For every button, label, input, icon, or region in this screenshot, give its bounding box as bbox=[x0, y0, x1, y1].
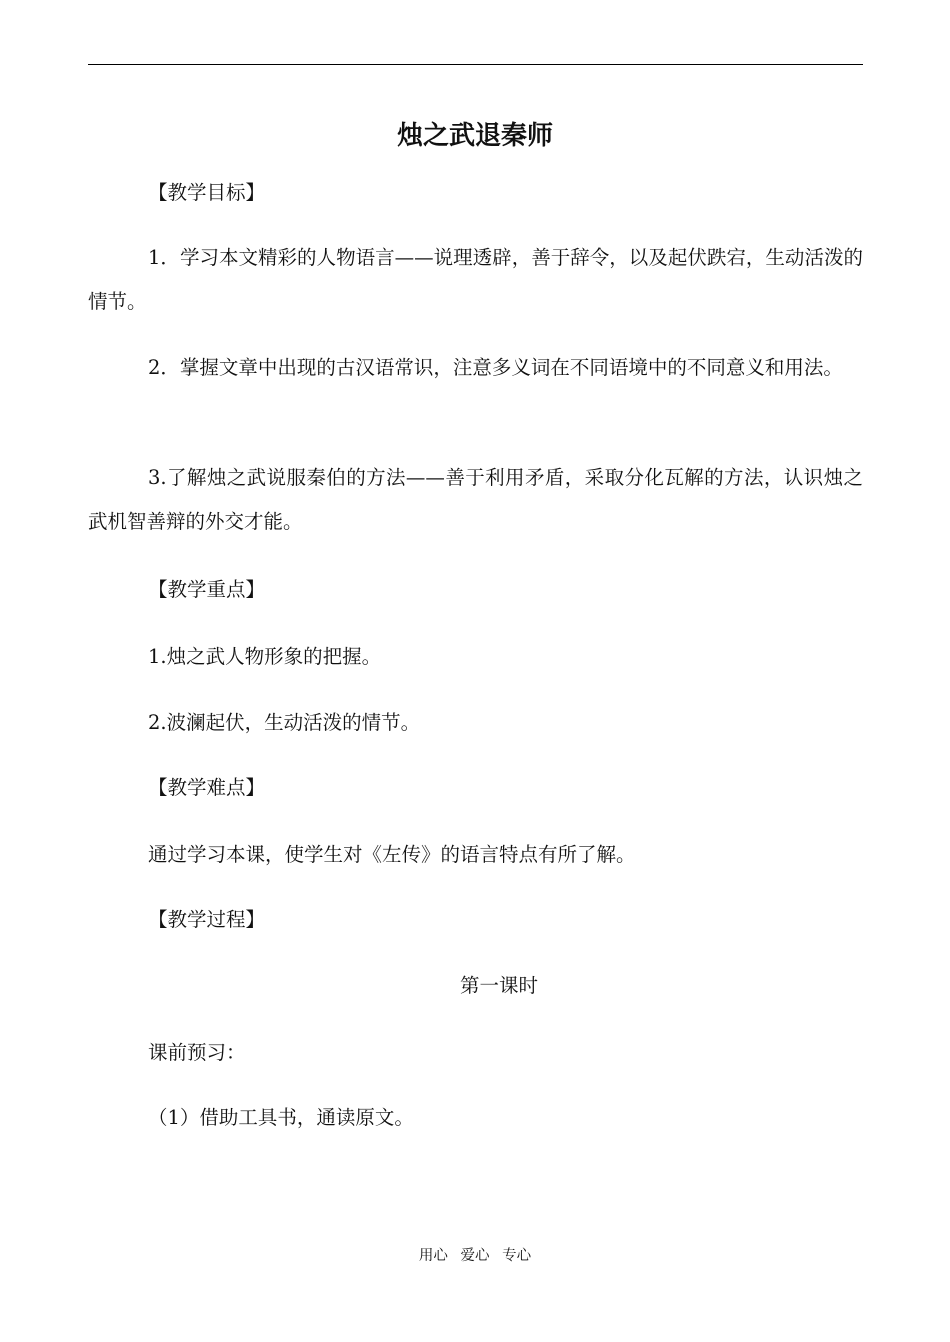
goal-3-paragraph: 3.了解烛之武说服秦伯的方法——善于利用矛盾，采取分化瓦解的方法，认识烛之武机智善辩的外交才能。 bbox=[88, 466, 863, 533]
goals-heading: 【教学目标】 bbox=[148, 181, 266, 204]
page-footer bbox=[0, 1245, 950, 1267]
header-rule bbox=[88, 64, 863, 65]
document-title: 烛之武退秦师 bbox=[396, 121, 553, 151]
key-points-heading: 【教学重点】 bbox=[148, 578, 266, 601]
difficulty-heading: 【教学难点】 bbox=[148, 776, 266, 799]
footer-item: 用心 bbox=[418, 1248, 448, 1264]
footer-item: 爱心 bbox=[460, 1248, 490, 1264]
key-point-1: 1.烛之武人物形象的把握。 bbox=[148, 645, 382, 668]
preview-item-1: （1）借助工具书，通读原文。 bbox=[148, 1106, 414, 1129]
goal-2-paragraph: 2．掌握文章中出现的古汉语常识，注意多义词在不同语境中的不同意义和用法。 bbox=[148, 356, 843, 379]
lesson-label: 第一课时 bbox=[460, 974, 539, 997]
preview-label: 课前预习： bbox=[148, 1041, 246, 1064]
key-point-2: 2.波澜起伏，生动活泼的情节。 bbox=[148, 711, 421, 734]
goal-1-paragraph: 1．学习本文精彩的人物语言——说理透辟，善于辞令，以及起伏跌宕，生动活泼的情节。 bbox=[88, 246, 863, 313]
footer-item: 专心 bbox=[502, 1248, 532, 1264]
difficulty-text: 通过学习本课，使学生对《左传》的语言特点有所了解。 bbox=[148, 843, 636, 866]
process-heading: 【教学过程】 bbox=[148, 908, 266, 931]
